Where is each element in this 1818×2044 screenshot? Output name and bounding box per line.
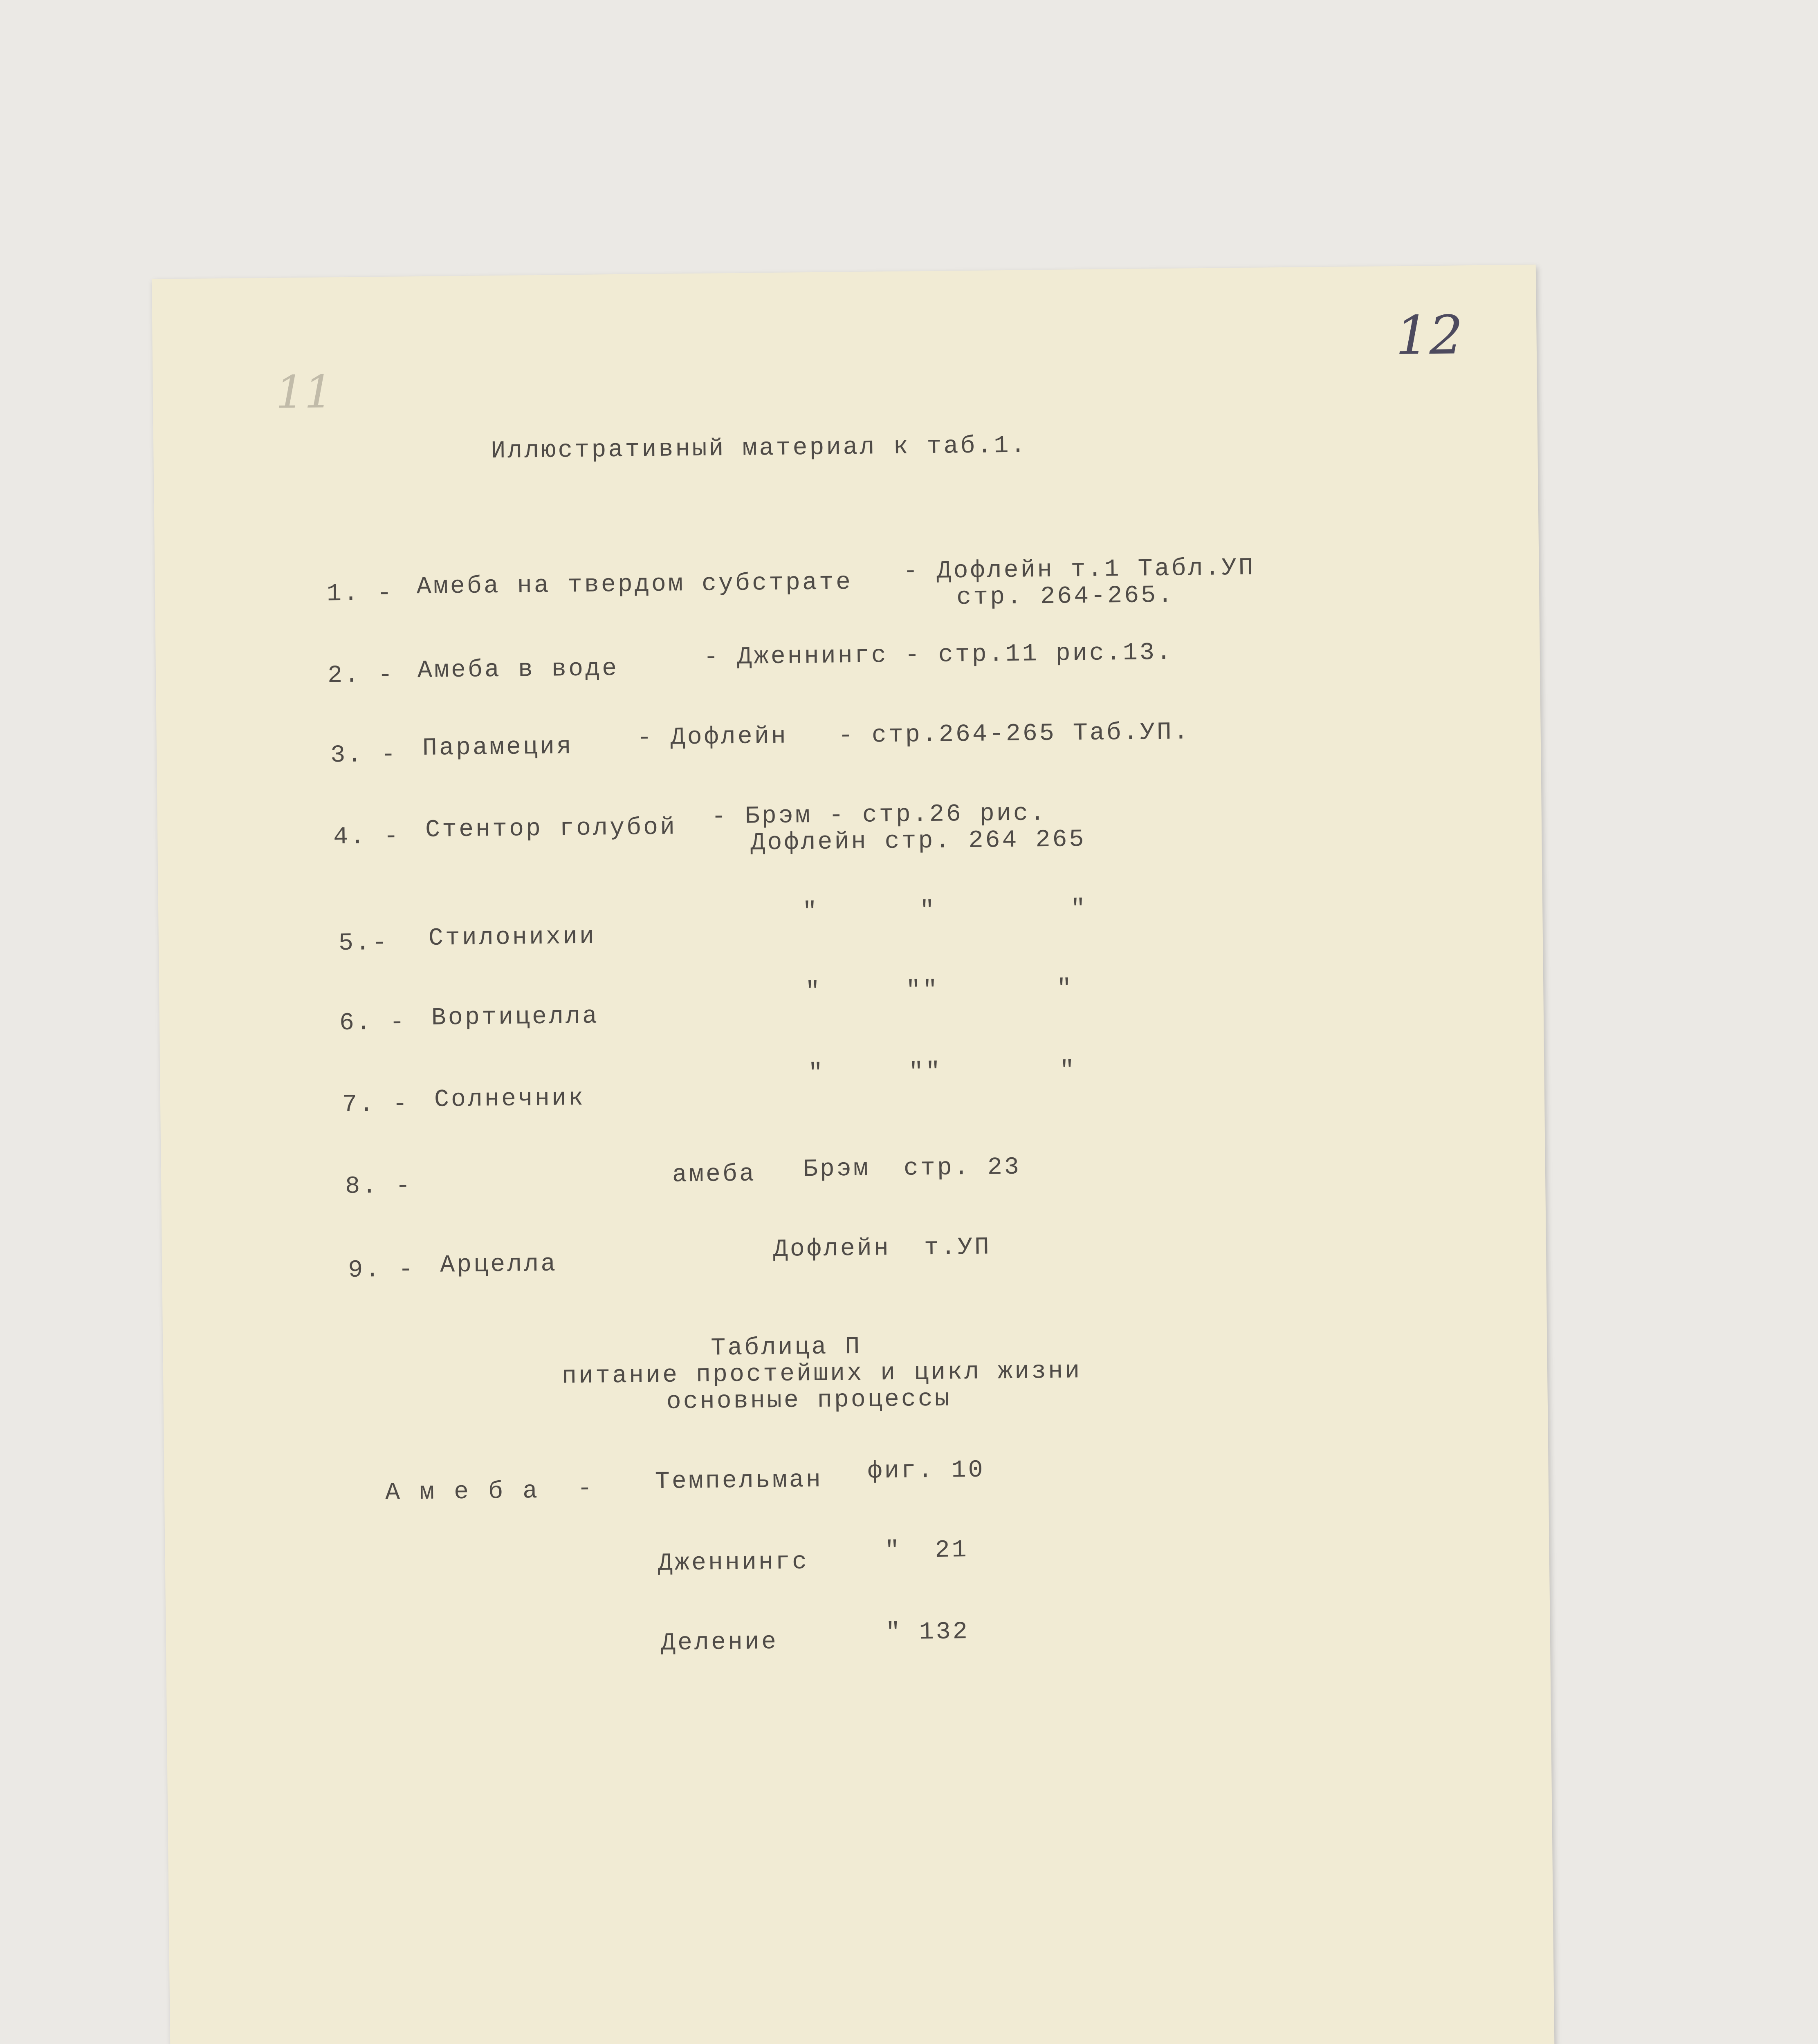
item-name: Арцелла	[440, 1250, 558, 1280]
reference-name: Деление	[660, 1628, 779, 1657]
item-reference-continued: стр. 264-265.	[956, 581, 1175, 612]
item-number: 4. -	[333, 823, 401, 852]
reference-figure: " 21	[884, 1536, 969, 1565]
item-number: 1. -	[326, 579, 394, 608]
reference-name: Дженнингс	[658, 1548, 809, 1578]
item-reference: - Брэм - стр.26 рис.	[711, 800, 1047, 831]
item-number: 9. -	[348, 1256, 415, 1284]
ditto-marks: " "" "	[805, 975, 1074, 1006]
item-name: Вортицелла	[431, 1002, 599, 1032]
item-name: Солнечник	[434, 1084, 586, 1114]
item-name: Парамеция	[422, 733, 574, 762]
item-number: 3. -	[330, 741, 398, 770]
item-reference-continued: Дофлейн стр. 264 265	[750, 826, 1086, 857]
item-reference: - Дофлейн т.1 Табл.УП	[903, 554, 1255, 586]
item-number: 2. -	[327, 661, 395, 690]
item-name: Стилонихии	[428, 923, 597, 953]
item-name: Амеба на твердом субстрате	[416, 568, 853, 601]
page-number: 12	[1395, 304, 1463, 367]
item-number: 6. -	[339, 1009, 407, 1038]
table-heading: Таблица П	[711, 1333, 862, 1363]
reference-figure: " 132	[885, 1618, 970, 1647]
reference-name: Темпельман	[655, 1466, 823, 1496]
ditto-marks: " " "	[802, 895, 1088, 926]
old-page-number: 11	[275, 365, 333, 419]
item-number: 5.-	[338, 929, 389, 958]
ditto-marks: " "" "	[808, 1057, 1077, 1088]
item-reference: Дофлейн т.УП	[773, 1233, 992, 1264]
document-title: Иллюстративный материал к таб.1.	[491, 432, 1028, 466]
table-subheading: питание простейших и цикл жизни	[561, 1357, 1082, 1391]
item-name: амеба	[672, 1160, 756, 1189]
item-name: Амеба в воде	[417, 654, 619, 685]
item-reference: - Дофлейн - стр.264-265 Таб.УП.	[637, 718, 1191, 752]
item-name: Стентор голубой	[425, 814, 677, 844]
section-dash: -	[577, 1475, 595, 1503]
item-reference: Брэм стр. 23	[803, 1153, 1021, 1184]
item-number: 7. -	[342, 1090, 410, 1119]
item-number: 8. -	[345, 1172, 413, 1201]
table-subheading: основные процессы	[666, 1385, 952, 1416]
item-reference: - Дженнингс - стр.11 рис.13.	[703, 639, 1174, 672]
section-label: Амеба	[385, 1477, 557, 1507]
typed-page	[152, 264, 1555, 2044]
reference-figure: фиг. 10	[867, 1456, 985, 1486]
